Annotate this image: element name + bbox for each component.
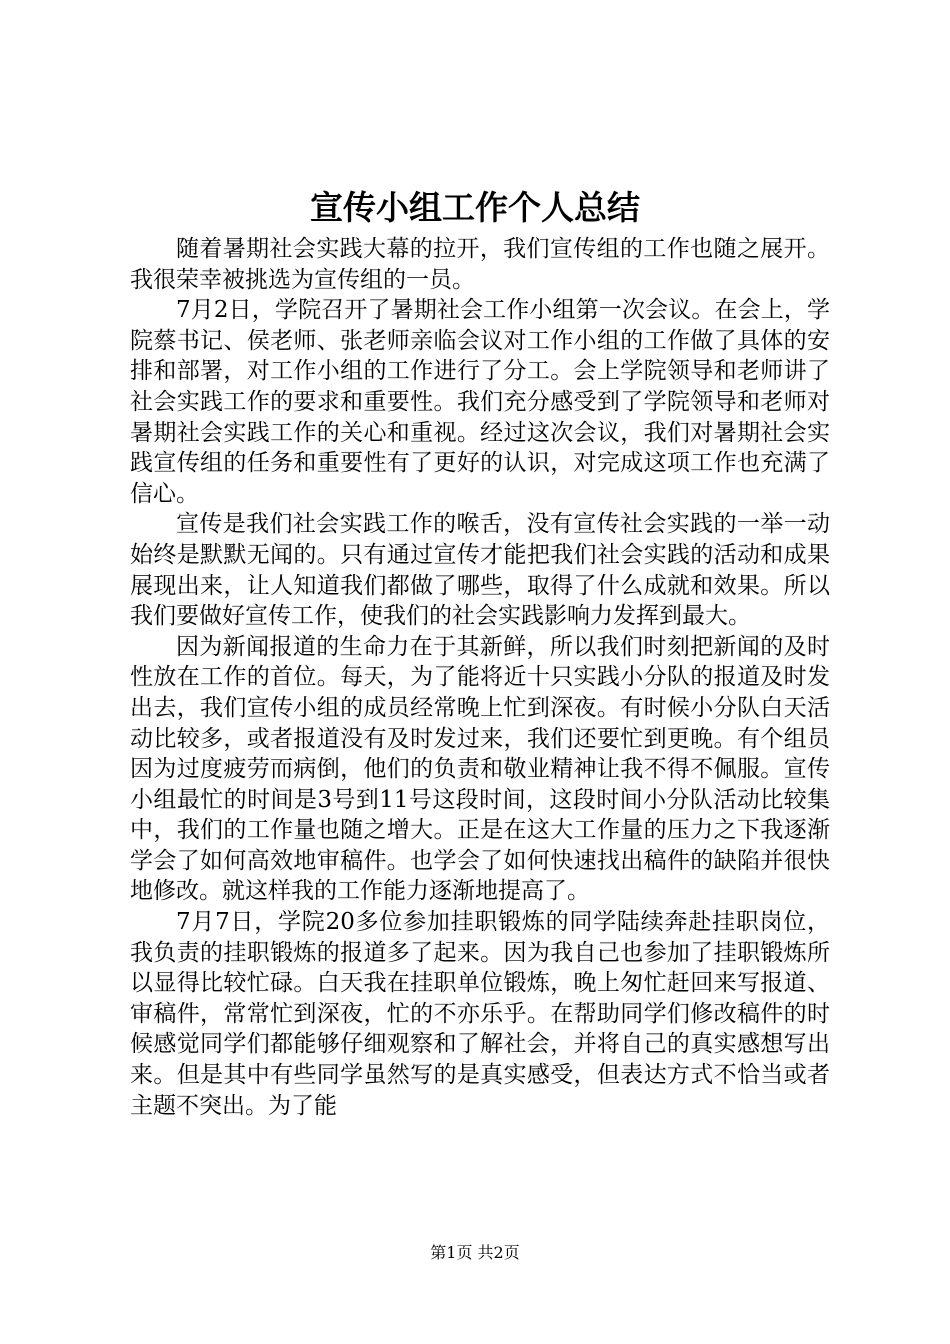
paragraph-5: 7月7日，学院20多位参加挂职锻炼的同学陆续奔赴挂职岗位，我负责的挂职锻炼的报道多了起来。因为我自己也参加了挂职锻炼所以显得比较忙碌。白天我在挂职单位锻炼，晚上匆忙赶回来写报道、审稿件，常常忙到深夜，忙的不亦乐乎。在帮助同学们修改稿件的时候感觉同学们都能够仔细观察和了解社会，并将自己的真实感想写出来。但是其中有些同学虽然写的是真实感受，但表达方式不恰当或者主题不突出。为了能 (130, 909, 830, 1119)
document-title: 宣传小组工作个人总结 (310, 188, 640, 227)
paragraph-1: 随着暑期社会实践大幕的拉开，我们宣传组的工作也随之展开。我很荣幸被挑选为宣传组的一员。 (130, 236, 830, 293)
paragraph-4: 因为新闻报道的生命力在于其新鲜，所以我们时刻把新闻的及时性放在工作的首位。每天，为了能将近十只实践小分队的报道及时发出去，我们宣传小组的成员经常晚上忙到深夜。有时候小分队白天活动比较多，或者报道没有及时发过来，我们还要忙到更晚。有个组员因为过度疲劳而病倒，他们的负责和敬业精神让我不得不佩服。宣传小组最忙的时间是3号到11号这段时间，这段时间小分队活动比较集中，我们的工作量也随之增大。正是在这大工作量的压力之下我逐渐学会了如何高效地审稿件。也学会了如何快速找出稿件的缺陷并很快地修改。就这样我的工作能力逐渐地提高了。 (130, 633, 830, 905)
document-body (130, 234, 830, 1121)
paragraph-2: 7月2日，学院召开了暑期社会工作小组第一次会议。在会上，学院蔡书记、侯老师、张老师亲临会议对工作小组的工作做了具体的安排和部署，对工作小组的工作进行了分工。会上学院领导和老师讲了社会实践工作的要求和重要性。我们充分感受到了学院领导和老师对暑期社会实践工作的关心和重视。经过这次会议，我们对暑期社会实践宣传组的任务和重要性有了更好的认识，对完成这项工作也充满了信心。 (130, 297, 830, 507)
page-footer: 第1页 共2页 (430, 1243, 520, 1262)
paragraph-3: 宣传是我们社会实践工作的喉舌，没有宣传社会实践的一举一动始终是默默无闻的。只有通过宣传才能把我们社会实践的活动和成果展现出来，让人知道我们都做了哪些，取得了什么成就和效果。所以我们要做好宣传工作，使我们的社会实践影响力发挥到最大。 (130, 511, 830, 630)
